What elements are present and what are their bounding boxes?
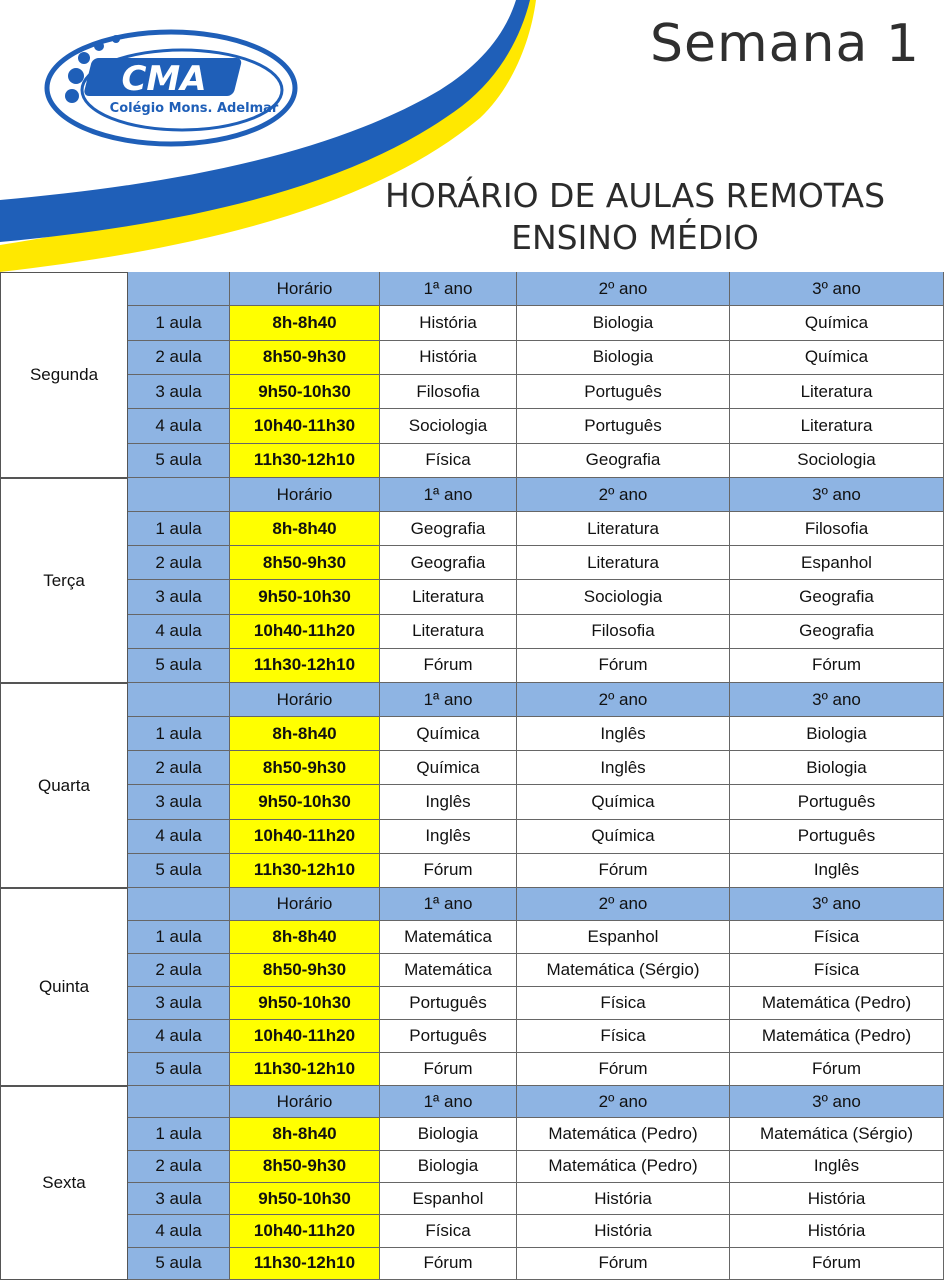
column-header: 3º ano xyxy=(730,478,944,512)
aula-cell: 4 aula xyxy=(128,409,230,443)
year2-cell: Português xyxy=(517,409,730,443)
time-cell: 11h30-12h10 xyxy=(230,649,380,683)
year2-cell: Filosofia xyxy=(517,615,730,649)
year1-cell: Português xyxy=(380,987,517,1020)
year2-cell: Inglês xyxy=(517,717,730,751)
column-header xyxy=(128,888,230,921)
year2-cell: Inglês xyxy=(517,751,730,785)
time-cell: 8h-8h40 xyxy=(230,717,380,751)
time-cell: 8h50-9h30 xyxy=(230,341,380,375)
day-label: Terça xyxy=(0,478,128,683)
year1-cell: Biologia xyxy=(380,1151,517,1183)
year1-cell: Fórum xyxy=(380,1053,517,1086)
aula-cell: 3 aula xyxy=(128,375,230,409)
day-block-3 xyxy=(0,888,944,1086)
year1-cell: Espanhol xyxy=(380,1183,517,1215)
time-cell: 10h40-11h30 xyxy=(230,409,380,443)
day-label: Quinta xyxy=(0,888,128,1086)
time-cell: 10h40-11h20 xyxy=(230,820,380,854)
year3-cell: Literatura xyxy=(730,375,944,409)
aula-cell: 5 aula xyxy=(128,649,230,683)
year3-cell: Física xyxy=(730,954,944,987)
day-grid xyxy=(128,683,944,888)
aula-cell: 5 aula xyxy=(128,1053,230,1086)
year3-cell: Português xyxy=(730,785,944,819)
year3-cell: Geografia xyxy=(730,580,944,614)
page-title: HORÁRIO DE AULAS REMOTAS xyxy=(384,176,886,215)
day-block-2 xyxy=(0,683,944,888)
year1-cell: Matemática xyxy=(380,921,517,954)
time-cell: 11h30-12h10 xyxy=(230,1053,380,1086)
aula-cell: 4 aula xyxy=(128,820,230,854)
year1-cell: Fórum xyxy=(380,649,517,683)
aula-cell: 3 aula xyxy=(128,1183,230,1215)
year3-cell: Biologia xyxy=(730,717,944,751)
column-header: 1ª ano xyxy=(380,1086,517,1118)
year3-cell: Fórum xyxy=(730,649,944,683)
time-cell: 8h50-9h30 xyxy=(230,954,380,987)
year2-cell: História xyxy=(517,1215,730,1247)
year3-cell: Fórum xyxy=(730,1053,944,1086)
year2-cell: Matemática (Pedro) xyxy=(517,1118,730,1150)
column-header: 2º ano xyxy=(517,888,730,921)
time-cell: 8h-8h40 xyxy=(230,1118,380,1150)
aula-cell: 3 aula xyxy=(128,785,230,819)
year3-cell: História xyxy=(730,1183,944,1215)
time-cell: 8h-8h40 xyxy=(230,512,380,546)
day-label: Sexta xyxy=(0,1086,128,1280)
aula-cell: 3 aula xyxy=(128,580,230,614)
aula-cell: 2 aula xyxy=(128,751,230,785)
year1-cell: Física xyxy=(380,1215,517,1247)
year1-cell: Química xyxy=(380,751,517,785)
year3-cell: Inglês xyxy=(730,1151,944,1183)
page-header xyxy=(0,0,944,272)
column-header: 1ª ano xyxy=(380,683,517,717)
aula-cell: 4 aula xyxy=(128,615,230,649)
time-cell: 8h-8h40 xyxy=(230,921,380,954)
aula-cell: 1 aula xyxy=(128,306,230,340)
year1-cell: Inglês xyxy=(380,820,517,854)
year3-cell: Matemática (Sérgio) xyxy=(730,1118,944,1150)
time-cell: 9h50-10h30 xyxy=(230,375,380,409)
column-header: 1ª ano xyxy=(380,888,517,921)
schedule-table xyxy=(0,272,944,1280)
time-cell: 11h30-12h10 xyxy=(230,854,380,888)
year2-cell: Espanhol xyxy=(517,921,730,954)
year3-cell: Português xyxy=(730,820,944,854)
year3-cell: Sociologia xyxy=(730,444,944,478)
year1-cell: Português xyxy=(380,1020,517,1053)
day-grid xyxy=(128,888,944,1086)
aula-cell: 2 aula xyxy=(128,954,230,987)
year3-cell: Matemática (Pedro) xyxy=(730,987,944,1020)
logo-school-name: Colégio Mons. Adelmar xyxy=(109,101,279,116)
time-cell: 9h50-10h30 xyxy=(230,1183,380,1215)
column-header: Horário xyxy=(230,888,380,921)
aula-cell: 4 aula xyxy=(128,1020,230,1053)
year2-cell: Biologia xyxy=(517,341,730,375)
year2-cell: Fórum xyxy=(517,1053,730,1086)
year3-cell: Física xyxy=(730,921,944,954)
aula-cell: 1 aula xyxy=(128,921,230,954)
school-logo xyxy=(44,28,298,148)
day-block-1 xyxy=(0,478,944,683)
year3-cell: Química xyxy=(730,306,944,340)
week-title: Semana 1 xyxy=(650,14,920,74)
year2-cell: Química xyxy=(517,785,730,819)
day-block-4 xyxy=(0,1086,944,1280)
column-header: 1ª ano xyxy=(380,478,517,512)
aula-cell: 4 aula xyxy=(128,1215,230,1247)
time-cell: 11h30-12h10 xyxy=(230,444,380,478)
aula-cell: 3 aula xyxy=(128,987,230,1020)
year2-cell: Fórum xyxy=(517,649,730,683)
year2-cell: Física xyxy=(517,987,730,1020)
year3-cell: Filosofia xyxy=(730,512,944,546)
year3-cell: Espanhol xyxy=(730,546,944,580)
year3-cell: Geografia xyxy=(730,615,944,649)
year3-cell: Literatura xyxy=(730,409,944,443)
aula-cell: 5 aula xyxy=(128,1248,230,1280)
year1-cell: Fórum xyxy=(380,1248,517,1280)
aula-cell: 5 aula xyxy=(128,854,230,888)
aula-cell: 1 aula xyxy=(128,1118,230,1150)
year1-cell: Inglês xyxy=(380,785,517,819)
year1-cell: Sociologia xyxy=(380,409,517,443)
year1-cell: Literatura xyxy=(380,615,517,649)
column-header xyxy=(128,478,230,512)
year1-cell: Matemática xyxy=(380,954,517,987)
year2-cell: Literatura xyxy=(517,512,730,546)
day-label: Segunda xyxy=(0,272,128,478)
year2-cell: Sociologia xyxy=(517,580,730,614)
year1-cell: Fórum xyxy=(380,854,517,888)
year2-cell: Literatura xyxy=(517,546,730,580)
year2-cell: Fórum xyxy=(517,1248,730,1280)
column-header: 2º ano xyxy=(517,272,730,306)
year3-cell: História xyxy=(730,1215,944,1247)
column-header: 3º ano xyxy=(730,888,944,921)
column-header: Horário xyxy=(230,683,380,717)
time-cell: 8h50-9h30 xyxy=(230,546,380,580)
day-label: Quarta xyxy=(0,683,128,888)
day-block-0 xyxy=(0,272,944,478)
year2-cell: Geografia xyxy=(517,444,730,478)
column-header: 2º ano xyxy=(517,478,730,512)
aula-cell: 2 aula xyxy=(128,546,230,580)
aula-cell: 1 aula xyxy=(128,512,230,546)
year1-cell: Literatura xyxy=(380,580,517,614)
year2-cell: Biologia xyxy=(517,306,730,340)
day-grid xyxy=(128,478,944,683)
day-grid xyxy=(128,272,944,478)
column-header: 3º ano xyxy=(730,272,944,306)
year2-cell: Física xyxy=(517,1020,730,1053)
time-cell: 10h40-11h20 xyxy=(230,615,380,649)
time-cell: 10h40-11h20 xyxy=(230,1020,380,1053)
year2-cell: Português xyxy=(517,375,730,409)
year3-cell: Inglês xyxy=(730,854,944,888)
logo-initials: CMA xyxy=(121,59,207,99)
column-header: 2º ano xyxy=(517,1086,730,1118)
column-header: 3º ano xyxy=(730,1086,944,1118)
time-cell: 8h-8h40 xyxy=(230,306,380,340)
aula-cell: 5 aula xyxy=(128,444,230,478)
time-cell: 8h50-9h30 xyxy=(230,751,380,785)
column-header: Horário xyxy=(230,272,380,306)
page-subtitle: ENSINO MÉDIO xyxy=(511,218,759,257)
year2-cell: Fórum xyxy=(517,854,730,888)
year1-cell: Química xyxy=(380,717,517,751)
year2-cell: Matemática (Sérgio) xyxy=(517,954,730,987)
year1-cell: Filosofia xyxy=(380,375,517,409)
column-header: 3º ano xyxy=(730,683,944,717)
year3-cell: Fórum xyxy=(730,1248,944,1280)
year1-cell: Geografia xyxy=(380,546,517,580)
year1-cell: Geografia xyxy=(380,512,517,546)
time-cell: 10h40-11h20 xyxy=(230,1215,380,1247)
column-header xyxy=(128,272,230,306)
year3-cell: Química xyxy=(730,341,944,375)
aula-cell: 2 aula xyxy=(128,1151,230,1183)
year2-cell: História xyxy=(517,1183,730,1215)
column-header: Horário xyxy=(230,478,380,512)
column-header: Horário xyxy=(230,1086,380,1118)
year1-cell: História xyxy=(380,341,517,375)
year1-cell: Física xyxy=(380,444,517,478)
year3-cell: Matemática (Pedro) xyxy=(730,1020,944,1053)
aula-cell: 1 aula xyxy=(128,717,230,751)
year1-cell: Biologia xyxy=(380,1118,517,1150)
column-header: 2º ano xyxy=(517,683,730,717)
year3-cell: Biologia xyxy=(730,751,944,785)
time-cell: 8h50-9h30 xyxy=(230,1151,380,1183)
year1-cell: História xyxy=(380,306,517,340)
time-cell: 9h50-10h30 xyxy=(230,785,380,819)
column-header: 1ª ano xyxy=(380,272,517,306)
time-cell: 11h30-12h10 xyxy=(230,1248,380,1280)
time-cell: 9h50-10h30 xyxy=(230,987,380,1020)
time-cell: 9h50-10h30 xyxy=(230,580,380,614)
column-header xyxy=(128,683,230,717)
year2-cell: Química xyxy=(517,820,730,854)
year2-cell: Matemática (Pedro) xyxy=(517,1151,730,1183)
column-header xyxy=(128,1086,230,1118)
day-grid xyxy=(128,1086,944,1280)
aula-cell: 2 aula xyxy=(128,341,230,375)
